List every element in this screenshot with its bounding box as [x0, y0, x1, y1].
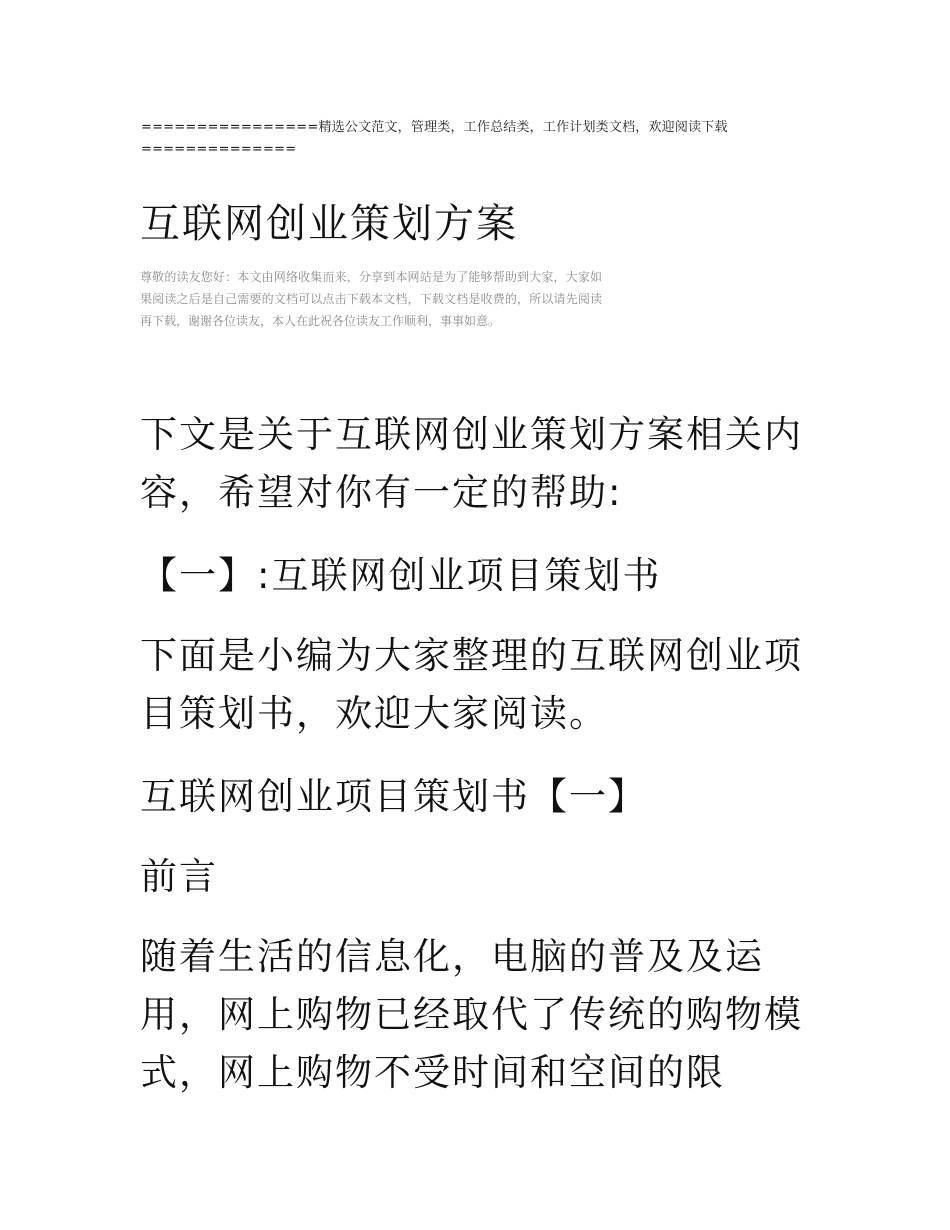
reader-notice: 尊敬的读友您好：本文由网络收集而来，分享到本网站是为了能够帮助到大家，大家如果阅读之后是自己需要的文档可以点击下载本文档，下载文档是收费的，所以请先阅读再下载，谢谢各位读友，本人在此祝各位读友工作顺利，事事如意。 — [140, 270, 602, 328]
section-heading: 【一】:互联网创业项目策划书 — [140, 554, 662, 597]
document-title: 互联网创业策划方案 — [140, 201, 518, 247]
editor-note-paragraph: 下面是小编为大家整理的互联网创业项目策划书，欢迎大家阅读。 — [140, 634, 803, 735]
preface-paragraph: 随着生活的信息化，电脑的普及及运用，网上购物已经取代了传统的购物模式，网上购物不受时间和空间的限 — [140, 935, 803, 1094]
banner-text: ================精选公文范文，管理类，工作总结类，工作计划类文档，欢迎阅读下载============== — [141, 120, 728, 157]
preface-heading: 前言 — [140, 855, 218, 898]
intro-paragraph: 下文是关于互联网创业策划方案相关内容，希望对你有一定的帮助: — [140, 413, 803, 514]
subheading: 互联网创业项目策划书【一】 — [140, 775, 647, 818]
